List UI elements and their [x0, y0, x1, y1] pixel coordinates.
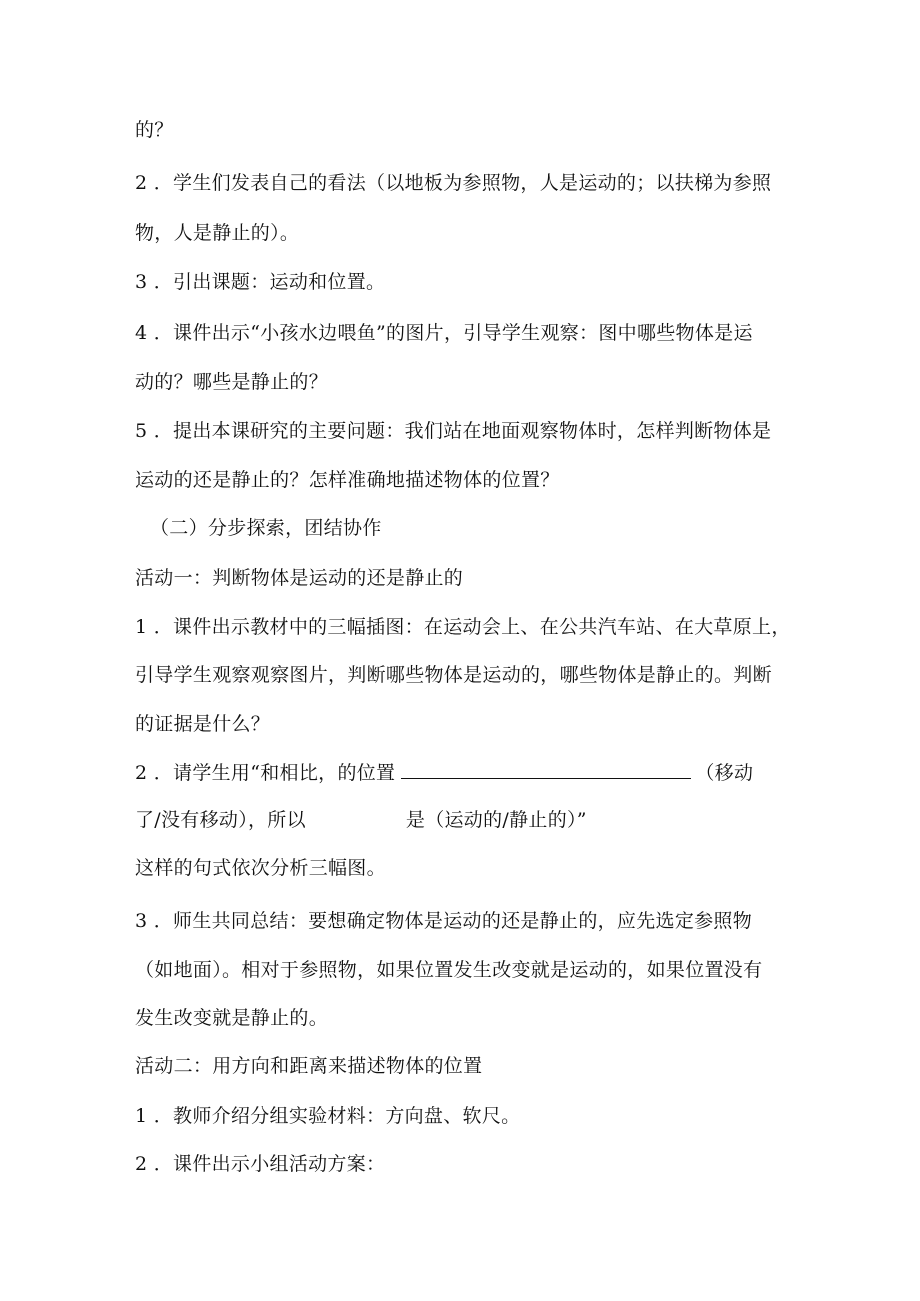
text-line: 运动的还是静止的？怎样准确地描述物体的位置？	[135, 469, 560, 491]
text-line: 4 ．课件出示“小孩水边喂鱼”的图片，引导学生观察：图中哪些物体是运	[135, 322, 753, 344]
section-heading: （二）分步探索，团结协作	[150, 517, 382, 539]
text-line: 3 ．师生共同总结：要想确定物体是运动的还是静止的，应先选定参照物	[135, 910, 753, 932]
text-segment: 是（运动的/静止的）”	[405, 809, 587, 831]
text-segment: 了/没有移动），所以	[135, 809, 306, 831]
text-segment: 2 ．请学生用“和相比，的位置	[135, 762, 396, 784]
text-line: 2 ．课件出示小组活动方案：	[135, 1153, 386, 1175]
text-line: 这样的句式依次分析三幅图。	[135, 857, 386, 879]
fill-in-line	[135, 761, 753, 785]
text-line: 的？	[135, 119, 174, 141]
text-line: 引导学生观察观察图片，判断哪些物体是运动的，哪些物体是静止的。判断	[135, 664, 772, 686]
text-line: 1 ．课件出示教材中的三幅插图：在运动会上、在公共汽车站、在大草原上，	[135, 616, 791, 638]
text-line: 物，人是静止的）。	[135, 222, 300, 244]
text-line: 3 ．引出课题：运动和位置。	[135, 271, 386, 293]
text-line: （如地面）。相对于参照物，如果位置发生改变就是运动的，如果位置没有	[135, 959, 763, 981]
text-line: 2 ．学生们发表自己的看法（以地板为参照物，人是运动的；以扶梯为参照	[135, 172, 772, 194]
fill-blank	[401, 762, 691, 779]
text-line: 1 ．教师介绍分组实验材料：方向盘、软尺。	[135, 1105, 521, 1127]
fill-in-line	[135, 808, 587, 832]
activity-heading: 活动二：用方向和距离来描述物体的位置	[135, 1055, 483, 1077]
text-line: 发生改变就是静止的。	[135, 1007, 329, 1029]
text-segment: （移动	[695, 762, 754, 784]
activity-heading: 活动一：判断物体是运动的还是静止的	[135, 567, 464, 589]
text-line: 动的？哪些是静止的？	[135, 371, 329, 393]
text-line: 的证据是什么？	[135, 713, 271, 735]
text-line: 5 ．提出本课研究的主要问题：我们站在地面观察物体时，怎样判断物体是	[135, 420, 772, 442]
